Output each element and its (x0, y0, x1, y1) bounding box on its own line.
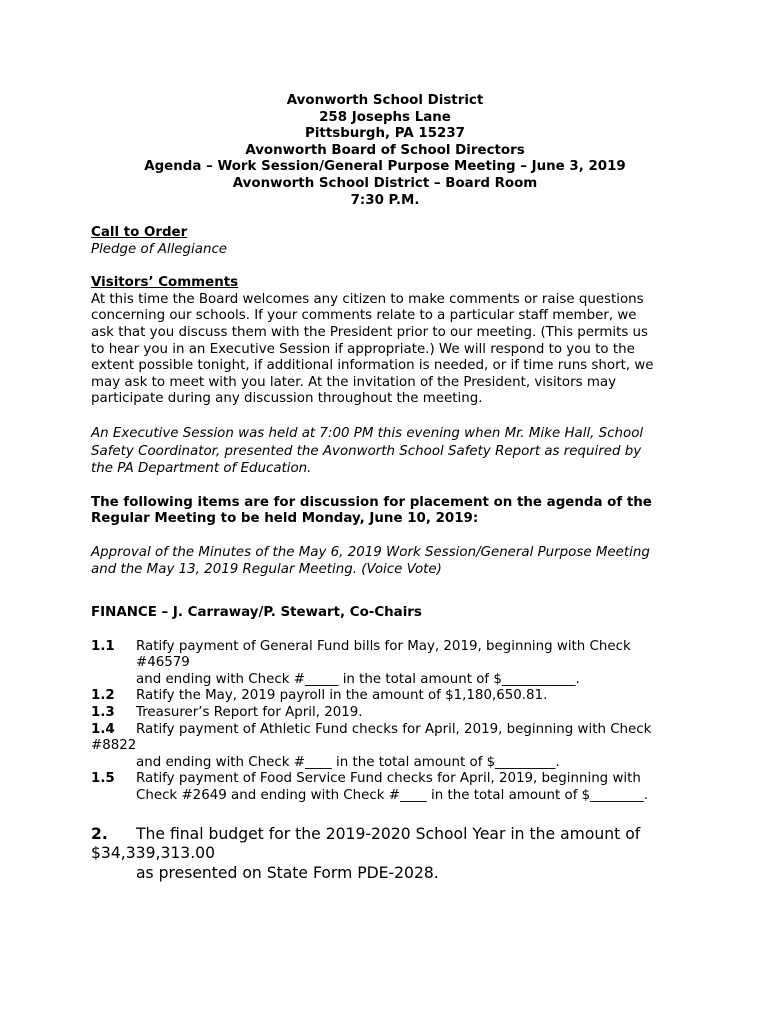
item-number: 2. (91, 824, 108, 843)
item-line: and ending with Check #____ in the total amount of $_________. (136, 754, 560, 770)
meeting-time: 7:30 P.M. (350, 192, 420, 208)
pledge-text: Pledge of Allegiance (91, 241, 228, 257)
item-line: Check #2649 and ending with Check #____ in the total amount of $________. (136, 788, 649, 804)
visitors-title: Visitors’ Comments (91, 275, 239, 291)
finance-title: FINANCE – J. Carraway/P. Stewart, Co-Chairs (91, 605, 422, 621)
discussion-intro (91, 495, 681, 528)
finance-item-1-1 (91, 639, 681, 689)
document-header (0, 93, 770, 209)
call-to-order-section (91, 225, 681, 258)
exec-line: An Executive Session was held at 7:00 PM this evening when Mr. Mike Hall, School (91, 425, 644, 441)
item-number: 1.1 (91, 638, 115, 654)
item-line: Ratify the May, 2019 payroll in the amount of $1,180,650.81. (136, 688, 548, 704)
item-line: Treasurer’s Report for April, 2019. (136, 705, 363, 721)
board-name: Avonworth Board of School Directors (245, 142, 525, 158)
finance-item-1-5 (91, 771, 681, 804)
item-number: 1.4 (91, 721, 115, 737)
call-to-order-title: Call to Order (91, 225, 188, 240)
visitors-line: extent possible tonight, if additional information is needed, or if time runs short, we (91, 358, 654, 374)
item-number: 1.3 (91, 705, 115, 721)
approval-line: Approval of the Minutes of the May 6, 2019 Work Session/General Purpose Meeting (91, 544, 650, 560)
exec-line: the PA Department of Education. (91, 461, 312, 477)
finance-item-1-2 (91, 688, 681, 705)
meeting-location: Avonworth School District – Board Room (232, 175, 538, 191)
executive-session-paragraph (91, 425, 681, 478)
approval-line: and the May 13, 2019 Regular Meeting. (Voice Vote) (91, 561, 442, 577)
item-wrap-line: #8822 (91, 738, 137, 754)
visitors-line: At this time the Board welcomes any citizen to make comments or raise questions (91, 291, 644, 307)
item-line: Ratify payment of Athletic Fund checks for April, 2019, beginning with Check (136, 721, 652, 737)
district-address: 258 Josephs Lane (319, 109, 451, 125)
exec-line: Safety Coordinator, presented the Avonworth School Safety Report as required by (91, 443, 642, 459)
finance-item-1-4 (91, 722, 681, 772)
visitors-paragraph (91, 292, 681, 408)
district-city: Pittsburgh, PA 15237 (305, 126, 465, 142)
finance-item-1-3 (91, 705, 681, 722)
budget-wrap-line: $34,339,313.00 (91, 844, 216, 863)
item-number: 1.5 (91, 771, 115, 787)
budget-item (91, 825, 681, 884)
visitors-line: concerning our schools. If your comments relate to a particular staff member, we (91, 308, 637, 324)
document-body (91, 225, 681, 883)
finance-items (91, 639, 681, 805)
item-number: 1.2 (91, 688, 115, 704)
visitors-line: ask that you discuss them with the President prior to our meeting. (This permits us (91, 324, 649, 340)
visitors-line: to hear you in an Executive Session if appropriate.) We will respond to you to the (91, 341, 635, 357)
agenda-title: Agenda – Work Session/General Purpose Meeting – June 3, 2019 (144, 159, 626, 175)
visitors-line: participate during any discussion throughout the meeting. (91, 391, 483, 407)
budget-line: The final budget for the 2019-2020 School Year in the amount of (136, 824, 641, 843)
approval-paragraph (91, 545, 681, 578)
budget-line: as presented on State Form PDE-2028. (136, 863, 439, 882)
visitors-section (91, 275, 681, 408)
item-line: Ratify payment of General Fund bills for May, 2019, beginning with Check (136, 638, 631, 654)
visitors-line: may ask to meet with you later. At the invitation of the President, visitors may (91, 374, 617, 390)
item-line: and ending with Check #_____ in the total amount of $___________. (136, 671, 580, 687)
district-name: Avonworth School District (286, 93, 484, 108)
intro-line: The following items are for discussion for placement on the agenda of the (91, 494, 652, 510)
intro-line: Regular Meeting to be held Monday, June 10, 2019: (91, 511, 479, 527)
item-line: #46579 (136, 655, 190, 671)
item-line: Ratify payment of Food Service Fund checks for April, 2019, beginning with (136, 771, 641, 787)
